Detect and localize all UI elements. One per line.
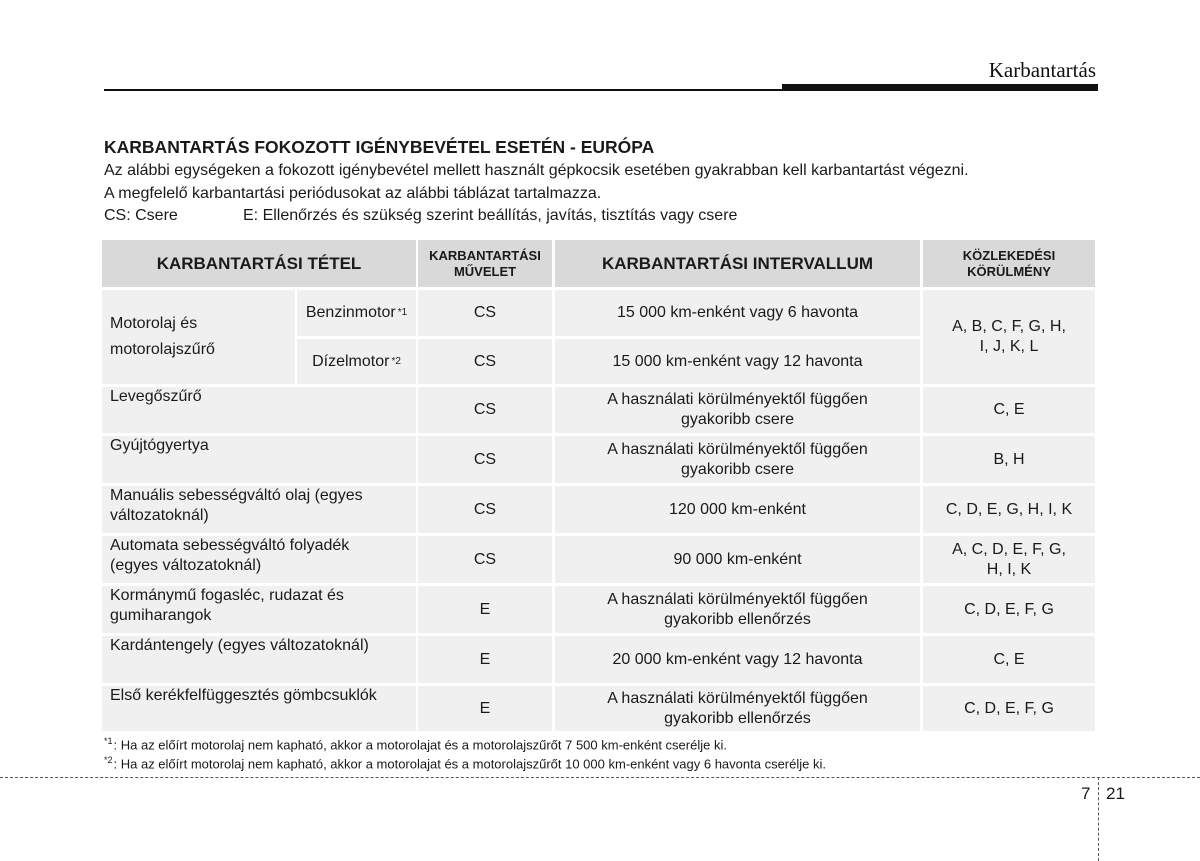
oil-conditions-line-2: I, J, K, L: [979, 338, 1039, 355]
intro-line-2: A megfelelő karbantartási periódusokat az alábbi táblázat tartalmazza.: [104, 185, 602, 202]
petrol-footnote-mark: *1: [397, 307, 408, 318]
header-operation: [418, 240, 552, 287]
footnote-1: [104, 736, 727, 752]
table-row-item: [102, 636, 416, 683]
diesel-engine-cell: [297, 339, 416, 384]
row-interval-line-2: gyakoribb csere: [681, 460, 794, 478]
diesel-engine-label: Dízelmotor: [312, 352, 390, 370]
header-rule: [104, 89, 782, 91]
oil-conditions: [923, 290, 1095, 384]
row-interval-line-2: gyakoribb ellenőrzés: [664, 709, 811, 727]
row-conditions-line-1: C, D, E, F, G: [964, 699, 1054, 717]
header-conditions: [923, 240, 1095, 287]
table-row-conditions: [923, 436, 1095, 483]
petrol-interval: 15 000 km-enként vagy 6 havonta: [555, 290, 920, 336]
row-conditions-line-2: H, I, K: [986, 560, 1032, 578]
row-interval-line-2: gyakoribb ellenőrzés: [664, 610, 811, 628]
diesel-footnote-mark: *2: [391, 355, 401, 367]
diesel-operation: CS: [418, 339, 552, 384]
table-row-item: [102, 586, 416, 633]
header-operation-line-2: MŰVELET: [453, 263, 517, 279]
row-interval-line-1: 20 000 km-enként vagy 12 havonta: [612, 650, 863, 668]
table-row-interval: [555, 486, 920, 533]
header-conditions-line-1: KÖZLEKEDÉSI: [962, 247, 1056, 263]
chapter-title: Karbantartás: [988, 58, 1096, 82]
petrol-engine-label: Benzinmotor: [305, 304, 396, 321]
header-rule-accent: [782, 84, 1098, 91]
table-row-conditions: [923, 636, 1095, 683]
row-interval-line-2: gyakoribb csere: [681, 411, 794, 428]
row-item-line-1: Levegőszűrő: [110, 388, 202, 405]
legend-e: E: Ellenőrzés és szükség szerint beállítás, javítás, tisztítás vagy csere: [243, 207, 738, 224]
table-row-item: [102, 436, 416, 483]
footer-dashed-divider: [1098, 777, 1099, 861]
table-row-conditions: [923, 536, 1095, 583]
legend-cs: CS: Csere: [104, 207, 178, 224]
table-row-item: [102, 387, 416, 433]
footnote-1-text: : Ha az előírt motorolaj nem kapható, akkor a motorolajat és a motorolajszűrőt 7 500 km-enként cserélje ki.: [113, 737, 727, 753]
row-item-line-2: gumiharangok: [110, 607, 212, 624]
row-interval-line-1: A használati körülményektől függően: [607, 590, 868, 608]
table-row-conditions: [923, 586, 1095, 633]
row-interval-line-1: A használati körülményektől függően: [607, 440, 868, 458]
table-row-operation: E: [418, 636, 552, 683]
table-row-item: [102, 486, 416, 533]
row-conditions-line-1: C, D, E, F, G: [964, 600, 1054, 618]
row-conditions-line-1: C, E: [993, 650, 1025, 668]
row-item-line-2: változatoknál): [110, 507, 209, 524]
table-row-conditions: [923, 486, 1095, 533]
header-conditions-line-2: KÖRÜLMÉNY: [967, 263, 1051, 279]
table-row-operation: E: [418, 586, 552, 633]
diesel-interval: 15 000 km-enként vagy 12 havonta: [555, 339, 920, 384]
oil-item-line-2: motorolajszűrő: [110, 341, 215, 358]
row-conditions-line-1: A, C, D, E, F, G,: [952, 540, 1066, 558]
table-row-interval: [555, 636, 920, 683]
intro-line-1: Az alábbi egységeken a fokozott igénybevétel mellett használt gépkocsik esetében gyakrabban kell karbantartást végezni.: [104, 162, 969, 179]
row-item-line-1: Kormánymű fogasléc, rudazat és: [110, 587, 344, 604]
oil-item-line-1: Motorolaj és: [110, 315, 198, 332]
table-row-item: [102, 536, 416, 583]
row-interval-line-1: A használati körülményektől függően: [607, 391, 868, 408]
row-item-line-1: Automata sebességváltó folyadék: [110, 537, 350, 554]
page-chapter-number: 7: [1081, 784, 1091, 803]
row-item-line-1: Első kerékfelfüggesztés gömbcsuklók: [110, 687, 377, 704]
section-heading: KARBANTARTÁS FOKOZOTT IGÉNYBEVÉTEL ESETÉN - EURÓPA: [104, 137, 655, 157]
row-item-line-1: Manuális sebességváltó olaj (egyes: [110, 487, 363, 504]
table-row-operation: E: [418, 686, 552, 731]
table-row-operation: CS: [418, 536, 552, 583]
petrol-operation: CS: [418, 290, 552, 336]
row-item-line-1: Kardántengely (egyes változatoknál): [110, 637, 369, 654]
table-row-operation: CS: [418, 387, 552, 433]
row-interval-line-1: A használati körülményektől függően: [607, 689, 868, 707]
table-row-interval: [555, 536, 920, 583]
petrol-engine-cell: [297, 290, 416, 336]
table-row-interval: [555, 436, 920, 483]
footnote-2-text: : Ha az előírt motorolaj nem kapható, akkor a motorolajat és a motorolajszűrőt 10 000 km-enként vagy 6 havonta cserélje ki.: [113, 756, 826, 772]
row-interval-line-1: 90 000 km-enként: [673, 550, 802, 568]
footnote-2: [104, 755, 826, 771]
table-row-conditions: [923, 387, 1095, 433]
row-item-line-1: Gyújtógyertya: [110, 437, 209, 454]
oil-item: [102, 290, 295, 384]
table-row-interval: [555, 387, 920, 433]
table-row-conditions: [923, 686, 1095, 731]
footnote-1-mark: *1: [104, 736, 113, 746]
header-operation-line-1: KARBANTARTÁSI: [429, 247, 541, 263]
row-conditions-line-1: C, D, E, G, H, I, K: [945, 500, 1073, 518]
table-row-interval: [555, 686, 920, 731]
row-item-line-2: (egyes változatoknál): [110, 557, 262, 574]
table-row-operation: CS: [418, 436, 552, 483]
header-interval: KARBANTARTÁSI INTERVALLUM: [555, 240, 920, 287]
header-item: KARBANTARTÁSI TÉTEL: [102, 240, 416, 287]
footer-dashed-rule: [0, 777, 1200, 778]
row-conditions-line-1: B, H: [993, 450, 1025, 468]
footnote-2-mark: *2: [104, 755, 113, 765]
table-row-item: [102, 686, 416, 731]
table-row-operation: CS: [418, 486, 552, 533]
row-conditions-line-1: C, E: [993, 401, 1025, 418]
table-row-interval: [555, 586, 920, 633]
page-number: 21: [1106, 784, 1125, 803]
row-interval-line-1: 120 000 km-enként: [669, 500, 806, 518]
oil-conditions-line-1: A, B, C, F, G, H,: [952, 318, 1066, 335]
